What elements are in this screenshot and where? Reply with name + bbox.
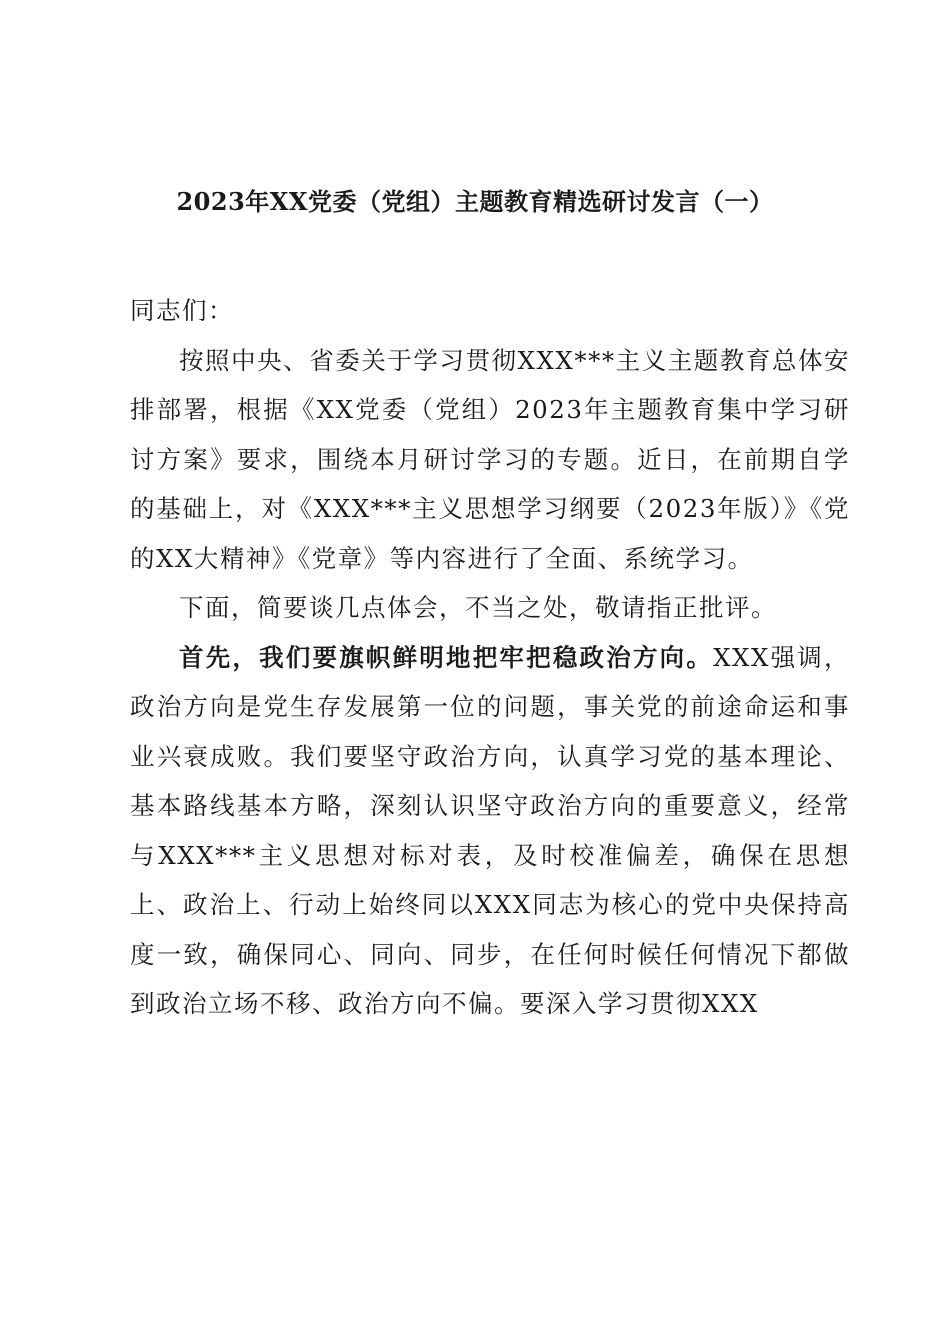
document-body — [130, 286, 850, 1029]
paragraph-political-direction-text: XXX强调，政治方向是党生存发展第一位的问题，事关党的前途命运和事业兴衰成败。我们要坚守政治方向，认真学习党的基本理论、基本路线基本方略，深刻认识坚守政治方向的重要意义，经常与XXX***主义思想对标对表，及时校准偏差，确保在思想上、政治上、行动上始终同以XXX同志为核心的党中央保持高度一致，确保同心、同向、同步，在任何时候任何情况下都做到政治立场不移、政治方向不偏。要深入学习贯彻XXX — [130, 642, 850, 1018]
paragraph-transition — [130, 583, 850, 633]
paragraph-intro-text: 按照中央、省委关于学习贯彻XXX***主义主题教育总体安排部署，根据《XX党委（党组）2023年主题教育集中学习研讨方案》要求，围绕本月研讨学习的专题。近日，在前期自学的基础上，对《XXX***主义思想学习纲要（2023年版）》《党的XX大精神》《党章》等内容进行了全面、系统学习。 — [130, 345, 850, 573]
paragraph-political-direction — [130, 633, 850, 1029]
paragraph-transition-text: 下面，简要谈几点体会，不当之处，敬请指正批评。 — [179, 593, 777, 622]
salutation: 同志们： — [130, 296, 234, 325]
paragraph-intro — [130, 336, 850, 584]
document-title: 2023年XX党委（党组）主题教育精选研讨发言（一） — [176, 187, 774, 216]
paragraph-lead-sentence: 首先，我们要旗帜鲜明地把牢把稳政治方向。 — [179, 642, 714, 672]
